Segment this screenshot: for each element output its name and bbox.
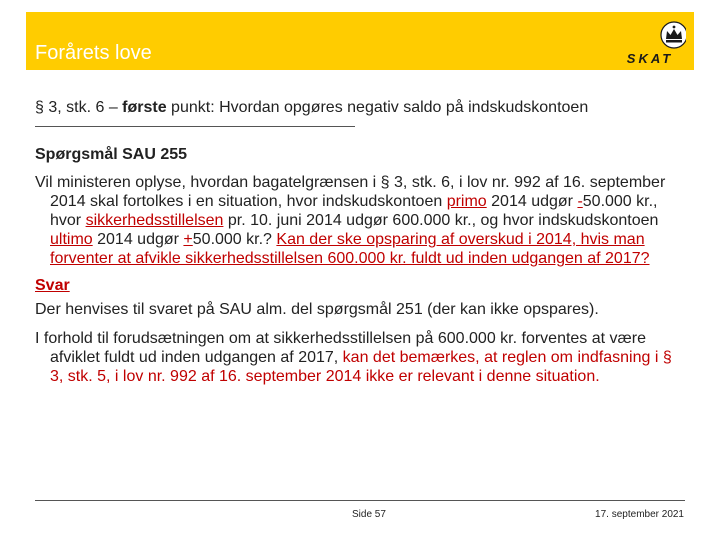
subtitle: [35, 99, 588, 117]
subtitle-divider: [35, 126, 355, 127]
question-text-5: 2014 udgør: [92, 231, 184, 248]
question-underline-plus: +: [183, 231, 193, 248]
page-number: Side 57: [352, 509, 386, 520]
question-heading: Spørgsmål SAU 255: [35, 146, 188, 163]
answer-heading: Svar: [35, 277, 70, 294]
answer-paragraph-2: [35, 329, 685, 386]
content-body: [35, 145, 685, 386]
footer-date: 17. september 2021: [595, 509, 684, 520]
footer-divider: [35, 500, 685, 501]
logo-text: SKAT: [626, 51, 674, 66]
question-underline-ultimo: ultimo: [50, 231, 93, 248]
question-text-3: 50.000 kr., hvor: [50, 193, 658, 229]
spacer: [35, 319, 685, 329]
question-text-4: pr. 10. juni 2014 udgør 600.000 kr., og hvor indskudskontoen: [223, 212, 659, 229]
question-underline-sikkerhed: sikkerhedsstillelsen: [85, 212, 224, 229]
subtitle-pre: § 3, stk. 6 –: [35, 99, 123, 116]
question-text-1: Vil ministeren oplyse, hvordan bagatelgrænsen i § 3, stk. 6, i lov nr. 992 af 16. september 2014 skal fortolkes i en situation, hvor indskudskontoen: [35, 174, 666, 210]
header-bar: [26, 12, 694, 70]
question-underline-primo: primo: [446, 193, 487, 210]
question-underline-final: Kan der ske opsparing af overskud i 2014, hvis man forventer at afvikle sikkerhedsstillelsen 600.000 kr. fuldt ud inden udgangen af 2017?: [50, 231, 650, 267]
answer-paragraph-1: Der henvises til svaret på SAU alm. del spørgsmål 251 (der kan ikke opspares).: [35, 301, 599, 318]
answer-paragraph-2-red: kan det bemærkes, at reglen om indfasning i § 3, stk. 5, i lov nr. 992 af 16. september 2014 ikke er relevant i denne situation.: [50, 349, 672, 385]
question-text-6: 50.000 kr.?: [192, 231, 277, 248]
question-text-2: 2014 udgør: [486, 193, 578, 210]
answer-paragraph-2-plain: I forhold til forudsætningen om at sikkerhedsstillelsen på 600.000 kr. forventes at være afviklet fuldt ud inden udgangen af 2017,: [35, 330, 646, 366]
question-text: [35, 173, 685, 268]
crown-icon: [614, 18, 686, 52]
skat-logo: [614, 18, 686, 66]
subtitle-bold: første: [122, 99, 167, 116]
subtitle-post: punkt: Hvordan opgøres negativ saldo på indskudskontoen: [166, 99, 589, 116]
slide-title: Forårets love: [35, 42, 152, 64]
question-underline-minus: -: [577, 193, 583, 210]
